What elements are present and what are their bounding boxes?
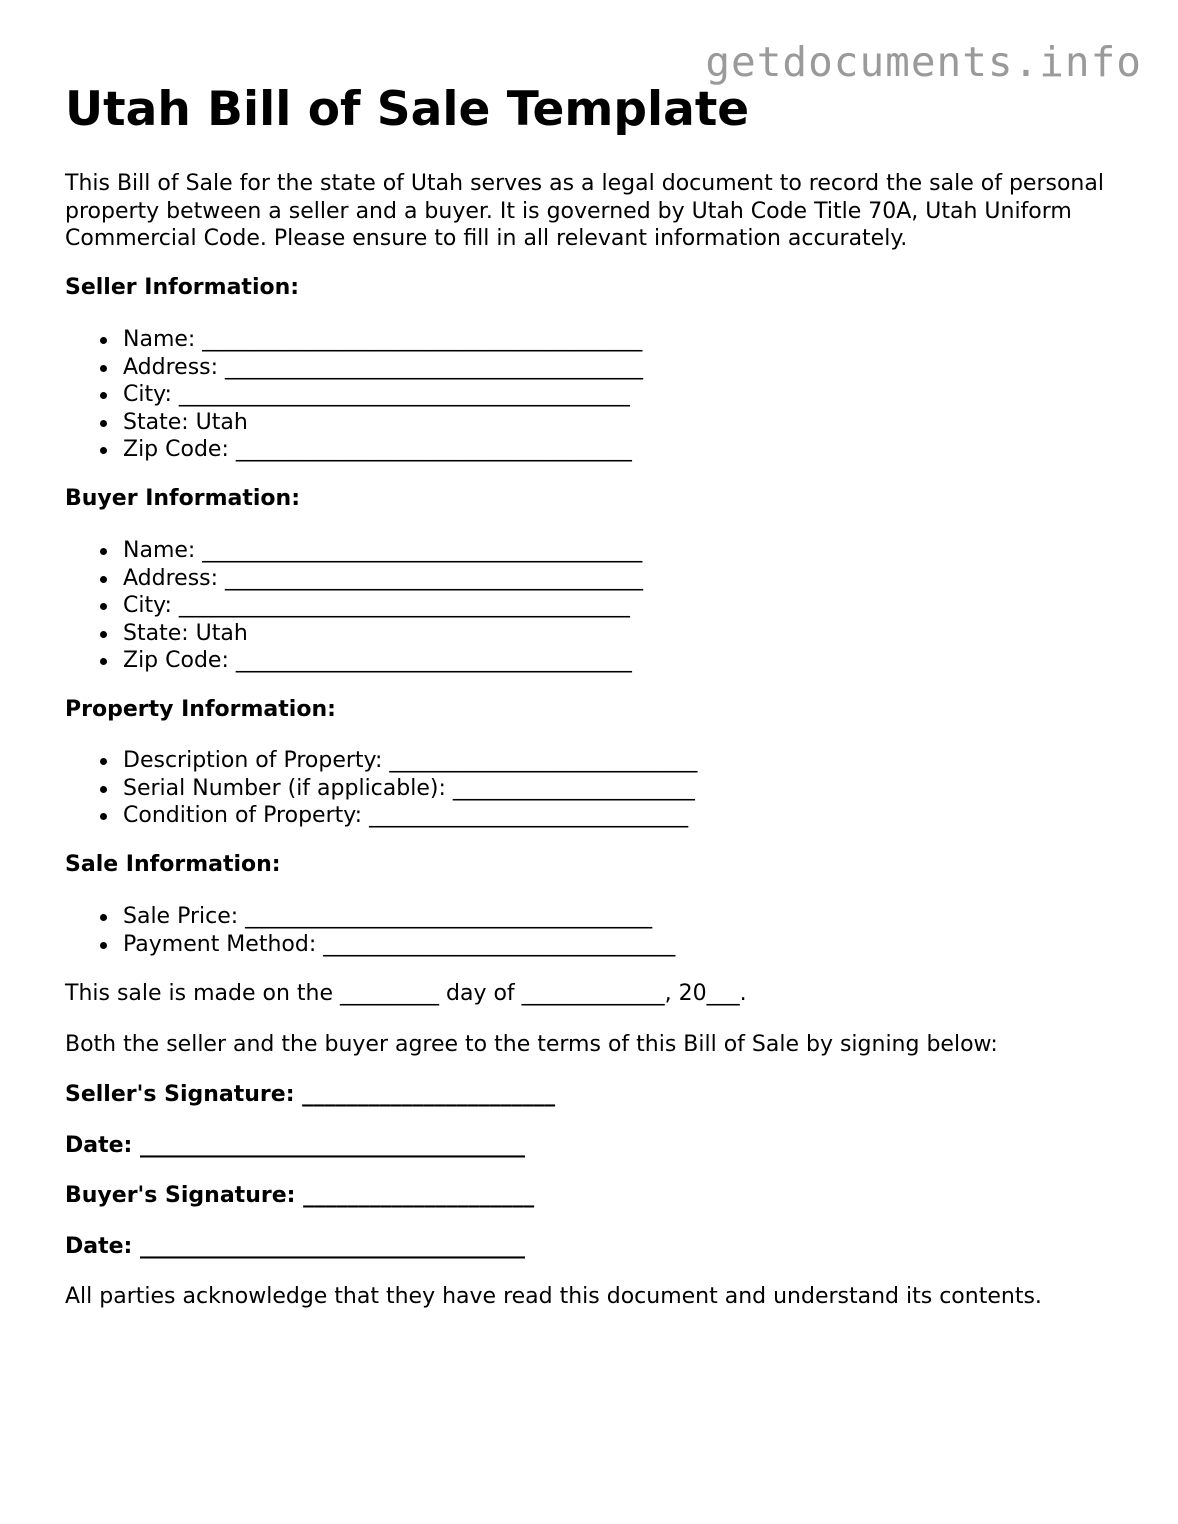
buyer-address-field: Address: ______________________________________ xyxy=(123,565,644,591)
sale-heading: Sale Information: xyxy=(65,852,281,877)
seller-zip-field: Zip Code: ____________________________________ xyxy=(123,436,643,464)
buyer-zip-field: Zip Code: ____________________________________ xyxy=(123,647,643,675)
seller-heading: Seller Information: xyxy=(65,275,300,300)
property-description-field: Description of Property: ____________________________ xyxy=(123,748,698,773)
property-list xyxy=(65,747,697,830)
buyer-name-field: Name: ________________________________________ xyxy=(123,538,643,563)
buyer-list xyxy=(65,537,643,675)
seller-date-line: Date: ___________________________________ xyxy=(65,1133,526,1158)
seller-signature-line: Seller's Signature: _______________________ xyxy=(65,1082,556,1107)
buyer-state-field: State: Utah xyxy=(123,620,643,648)
intro-paragraph: This Bill of Sale for the state of Utah serves as a legal document to record the sale of personal property between a seller and a buyer. It is governed by Utah Code Title 70A, Utah Uniform Commercial Code. Please ensure to fill in all relevant information accurately. xyxy=(65,171,1104,251)
acknowledgement-text: All parties acknowledge that they have read this document and understand its contents. xyxy=(65,1284,1042,1309)
payment-method-field: Payment Method: ________________________________ xyxy=(123,931,676,957)
property-heading: Property Information: xyxy=(65,697,336,722)
property-condition-field: Condition of Property: _____________________________ xyxy=(123,802,697,830)
seller-list xyxy=(65,326,643,464)
buyer-heading: Buyer Information: xyxy=(65,486,300,511)
seller-name-field: Name: ________________________________________ xyxy=(123,327,643,352)
seller-address-field: Address: ______________________________________ xyxy=(123,354,644,380)
watermark: getdocuments.info xyxy=(705,38,1142,86)
sale-price-field: Sale Price: _____________________________________ xyxy=(123,903,675,931)
seller-state-field: State: Utah xyxy=(123,409,643,437)
buyer-signature-line: Buyer's Signature: _____________________ xyxy=(65,1183,535,1208)
sale-date-line: This sale is made on the _________ day of _____________, 20___. xyxy=(65,981,747,1006)
page-title: Utah Bill of Sale Template xyxy=(65,82,750,137)
buyer-city-field: City: _________________________________________ xyxy=(123,592,643,620)
seller-city-field: City: _________________________________________ xyxy=(123,381,643,409)
buyer-date-line: Date: ___________________________________ xyxy=(65,1234,526,1259)
property-serial-field: Serial Number (if applicable): ______________________ xyxy=(123,775,697,803)
agreement-text: Both the seller and the buyer agree to the terms of this Bill of Sale by signing below: xyxy=(65,1032,998,1057)
sale-list xyxy=(65,903,675,958)
